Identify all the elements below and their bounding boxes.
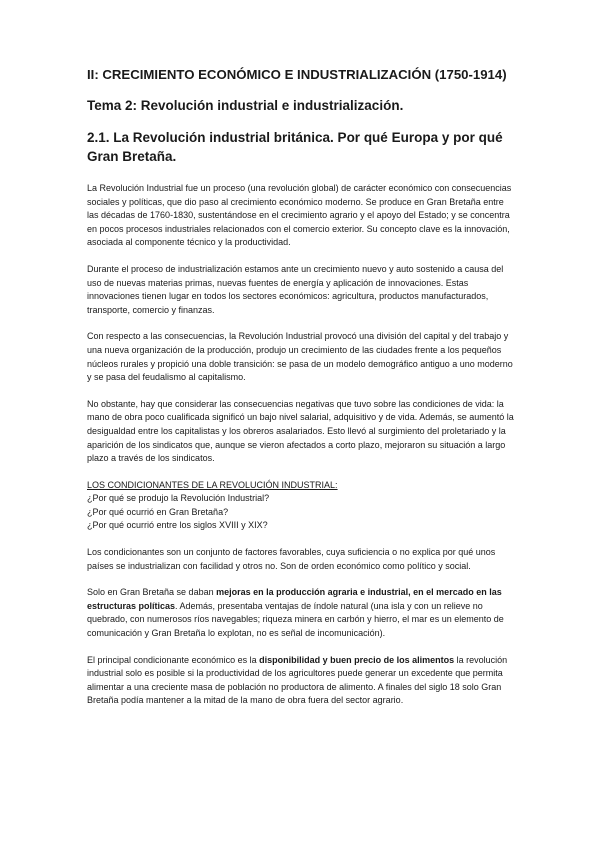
paragraph-process: Durante el proceso de industrialización estamos ante un crecimiento nuevo y auto sostenido a causa del uso de nuevas materias primas, nuevas fuentes de energía y aplicación de innovaciones. Estas innovaciones tienen lugar en todos los sectores económicos: agricultura, productos manufacturados, transporte, comercio y finanzas.: [87, 263, 504, 315]
text-span: la revolución industrial solo es posible si la productividad de los agricultores puede generar un excedente que permita alimentar a una creciente masa de población no productora de alimento. A finales del siglo 18 solo Gran Bretaña podía mantener a la mitad de la mano de obra fuera del sector agrario.: [87, 654, 508, 706]
paragraph-negative: No obstante, hay que considerar las consecuencias negativas que tuvo sobre las condiciones de vida: la mano de obra poco cualificada significó un bajo nivel salarial, adquisitivo y de vida. Además, se aumentó la desigualdad entre los capitalistas y los obreros asalariados. Esto llevó al surgimiento del proletariado y la aparición de los sindicatos que, aunque se vieron afectados a corto plazo, mejoraron su situación a largo plazo a través de los sindicatos.: [87, 398, 514, 464]
conditions-block: [87, 479, 517, 533]
paragraph-conditions: Los condicionantes son un conjunto de factores favorables, cuya suficiencia o no explica por qué unos países se industrializan con facilidad y otros no. Son de orden económico como político y social.: [87, 547, 496, 571]
document-page: [87, 66, 517, 721]
text-span: El principal condicionante económico es la: [87, 654, 260, 665]
paragraph-consequences: Con respecto a las consecuencias, la Revolución Industrial provocó una división del capital y del trabajo y una nueva organización de la producción, produjo un crecimiento de las ciudades frente a los pequeños núcleos rurales y propició una doble transición: se pasa de un modelo demográfico antiguo a uno moderno y se pasa del feudalismo al capitalismo.: [87, 331, 513, 383]
paragraph-britain: [87, 586, 517, 640]
question-item: ¿Por qué se produjo la Revolución Industrial?: [87, 493, 270, 504]
bold-span: en el mercado en las estructuras políticas: [87, 587, 502, 611]
subsection-heading: 2.1. La Revolución industrial británica. Por qué Europa y por qué Gran Bretaña.: [87, 130, 503, 164]
question-item: ¿Por qué ocurrió entre los siglos XVIII y XIX?: [87, 520, 268, 531]
conditions-title: LOS CONDICIONANTES DE LA REVOLUCIÓN INDUSTRIAL:: [87, 479, 338, 490]
text-span: Solo en Gran Bretaña se daban: [87, 587, 217, 598]
bold-span: mejoras en la producción agraria e industrial: [216, 587, 409, 598]
topic-heading: Tema 2: Revolución industrial e industrialización.: [87, 98, 404, 113]
question-item: ¿Por qué ocurrió en Gran Bretaña?: [87, 506, 229, 517]
bold-span: disponibilidad y buen precio de los alimentos: [259, 654, 455, 665]
text-span: . Además, presentaba ventajas de índole natural (una isla y con un relieve no quebrado, con numerosos ríos navegables; riqueza minera en carbón y hierro, el mar es un elemento de comunicación y Gran Bretaña lo explotan, no es señal de incomunicación).: [87, 600, 504, 639]
bold-span: ,: [408, 587, 414, 598]
paragraph-intro: La Revolución Industrial fue un proceso (una revolución global) de carácter económico con consecuencias sociales y políticas, que dio paso al crecimiento económico moderno. Se produce en Gran Bretaña entre las décadas de 1760-1830, sustentándose en el crecimiento agrario y el apoyo del Estado; y se concentra en pocos procesos industriales relacionados con el comercio exterior. Su concepto clave es la innovación, asociada al componente técnico y la productividad.: [87, 183, 512, 248]
paragraph-food: [87, 654, 517, 708]
section-heading: II: CRECIMIENTO ECONÓMICO E INDUSTRIALIZACIÓN (1750-1914): [87, 67, 507, 82]
